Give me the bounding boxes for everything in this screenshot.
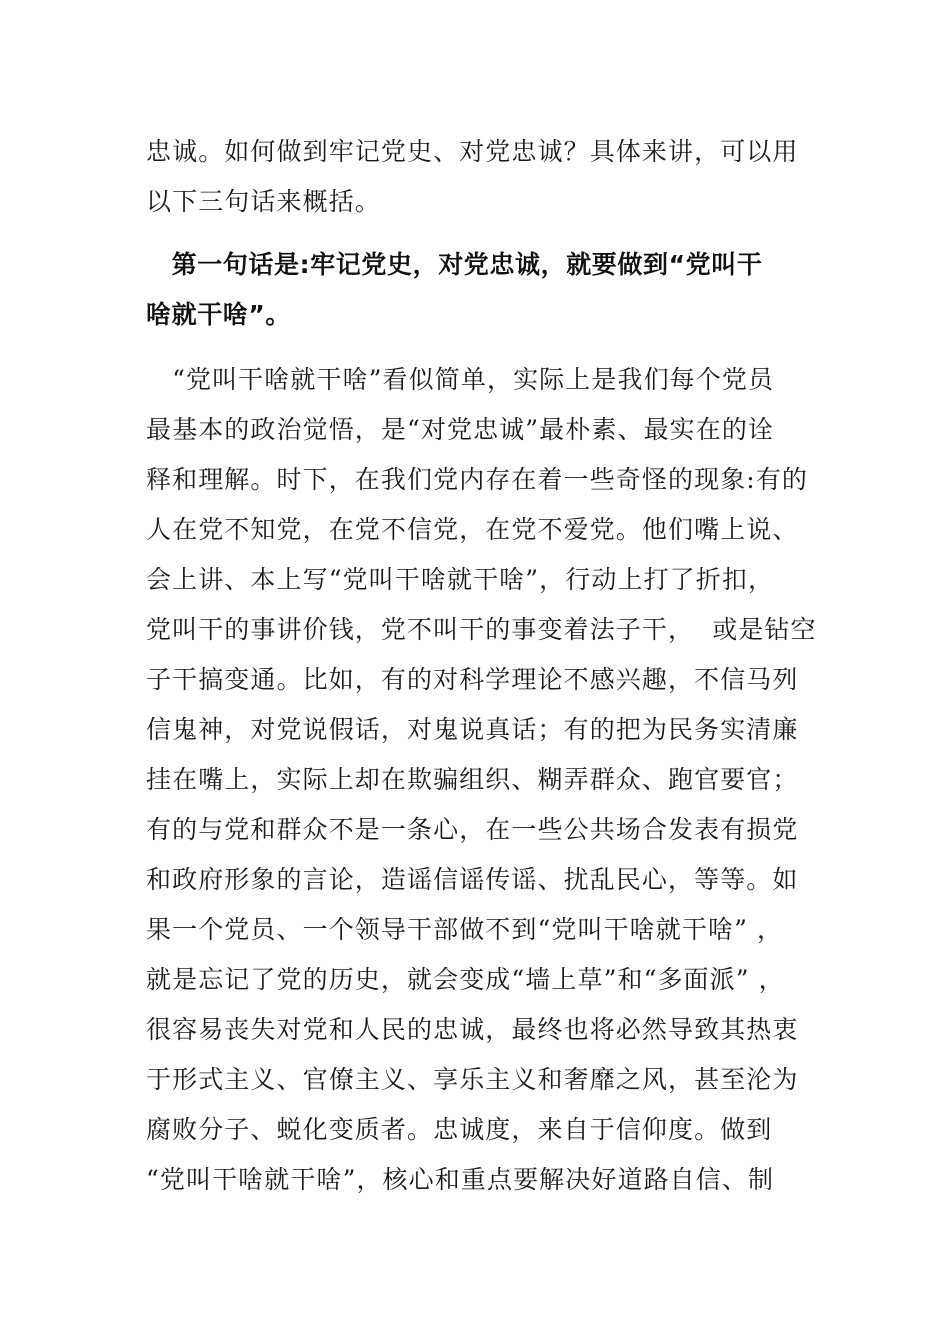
body-paragraph bbox=[146, 355, 817, 1205]
text-line: 腐败分子、蜕化变质者。忠诚度，来自于信仰度。做到 bbox=[146, 1115, 773, 1144]
text-line: 挂在嘴上，实际上却在欺骗组织、糊弄群众、跑官要官； bbox=[146, 765, 799, 794]
text-line: 很容易丧失对党和人民的忠诚，最终也将必然导致其热衷 bbox=[146, 1015, 799, 1044]
text-line: 会上讲、本上写“党叫干啥就干啥”，行动上打了折扣， bbox=[146, 565, 775, 594]
heading-line: 第一句话是:牢记党史，对党忠诚，就要做到“党叫干 bbox=[146, 250, 763, 279]
intro-paragraph bbox=[146, 127, 806, 227]
heading-line: 啥就干啥”。 bbox=[146, 300, 292, 329]
text-line: 果一个党员、一个领导干部做不到“党叫干啥就干啥” ， bbox=[146, 915, 784, 944]
text-line: 子干搞变通。比如，有的对科学理论不感兴趣，不信马列 bbox=[146, 665, 799, 694]
text-line: 于形式主义、官僚主义、享乐主义和奢靡之风，甚至沦为 bbox=[146, 1065, 799, 1094]
text-line: 释和理解。时下，在我们党内存在着一些奇怪的现象:有的 bbox=[146, 465, 809, 494]
text-line: 信鬼神，对党说假话，对鬼说真话；有的把为民务实清廉 bbox=[146, 715, 799, 744]
text-line: 党叫干的事讲价钱，党不叫干的事变着法子干， 或是钻空 bbox=[146, 615, 817, 644]
text-line: 人在党不知党，在党不信党，在党不爱党。他们嘴上说、 bbox=[146, 515, 799, 544]
section-heading bbox=[146, 240, 806, 340]
text-line: “党叫干啥就干啥”，核心和重点要解决好道路自信、制 bbox=[146, 1165, 775, 1194]
text-line: 和政府形象的言论，造谣信谣传谣、扰乱民心，等等。如 bbox=[146, 865, 799, 894]
text-line: 忠诚。如何做到牢记党史、对党忠诚？具体来讲，可以用 bbox=[146, 137, 799, 166]
text-line: 以下三句话来概括。 bbox=[146, 187, 381, 216]
text-line: 就是忘记了党的历史，就会变成“墙上草”和“多面派” ， bbox=[146, 965, 785, 994]
text-line: “党叫干啥就干啥”看似简单，实际上是我们每个党员 bbox=[146, 365, 775, 394]
text-line: 有的与党和群众不是一条心，在一些公共场合发表有损党 bbox=[146, 815, 799, 844]
text-line: 最基本的政治觉悟，是“对党忠诚”最朴素、最实在的诠 bbox=[146, 415, 775, 444]
